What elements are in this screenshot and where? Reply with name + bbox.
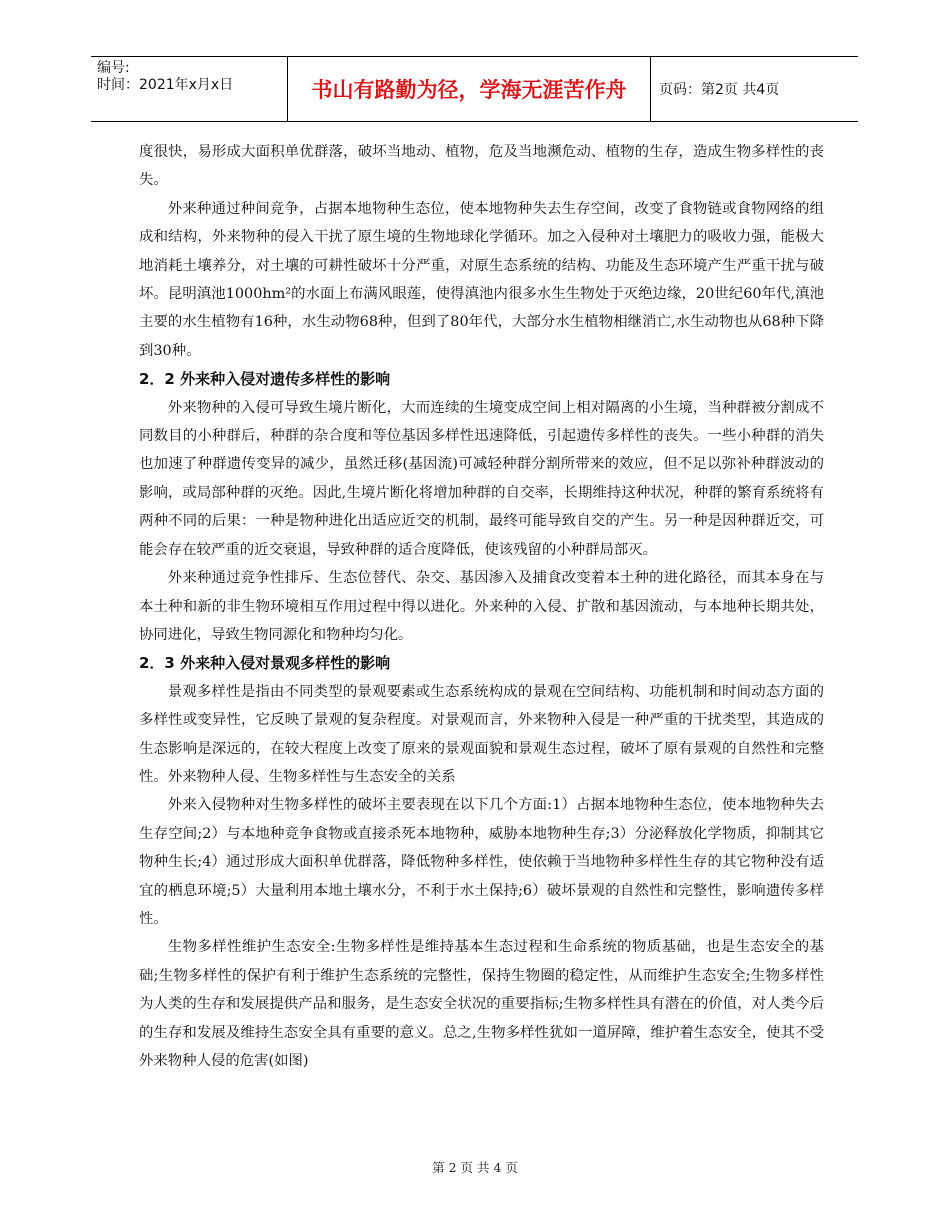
time-label: 时间：2021年x月x日	[97, 77, 234, 93]
paragraph: 景观多样性是指由不同类型的景观要素或生态系统构成的景观在空间结构、功能机制和时间动态方面的多样性或变异性，它反映了景观的复杂程度。对景观而言，外来物种入侵是一种严重的干扰类型，其造成的生态影响是深远的，在较大程度上改变了原来的景观面貌和景观生态过程，破坏了原有景观的自然性和完整性。外来物种人侵、生物多样性与生态安全的关系	[139, 683, 824, 785]
header-meta	[91, 57, 287, 121]
serial-label: 编号:	[97, 60, 130, 76]
header-motto: 书山有路勤为径，学海无涯苦作舟	[287, 57, 651, 121]
page-footer: 第 2 页 共 4 页	[432, 1160, 518, 1175]
paragraph: 生物多样性维护生态安全:生物多样性是维持基本生态过程和生命系统的物质基础，也是生态安全的基础;生物多样性的保护有利于维护生态系统的完整性，保持生物圈的稳定性，从而维护生态安全;生物多样性为人类的生存和发展提供产品和服务，是生态安全状况的重要指标;生物多样性具有潜在的价值，对人类今后的生存和发展及维持生态安全具有重要的意义。总之,生物多样性犹如一道屏障，维护着生态安全，使其不受外来物种人侵的危害(如图)	[139, 939, 824, 1069]
paragraph: 外来入侵物种对生物多样性的破坏主要表现在以下几个方面:1）占据本地物种生态位，使本地物种失去生存空间;2）与本地种竞争食物或直接杀死本地物种，威胁本地物种生存;3）分泌释放化学物质，抑制其它物种生长;4）通过形成大面积单优群落，降低物种多样性，使依赖于当地物种多样性生存的其它物种没有适宜的栖息环境;5）大量利用本地土壤水分，不利于水土保持;6）破坏景观的自然性和完整性，影响遗传多样性。	[139, 797, 824, 927]
document-body	[139, 138, 824, 1075]
paragraph: 外来种通过种间竞争，占据本地物种生态位，使本地物种失去生存空间，改变了食物链或食物网络的组成和结构，外来物种的侵入干扰了原生境的生物地球化学循环。加之入侵种对土壤肥力的吸收力强，能极大地消耗土壤养分，对土壤的可耕性破坏十分严重，对原生态系统的结构、功能及生态环境产生严重干扰与破坏。昆明滇池1000hm²的水面上布满风眼莲，使得滇池内很多水生生物处于灭绝边缘，20世纪60年代,滇池主要的水生植物有16种，水生动物68种，但到了80年代，大部分水生植物相继消亡,水生动物也从68种下降到30种。	[139, 200, 824, 359]
paragraph: 外来物种的入侵可导致生境片断化，大而连续的生境变成空间上相对隔离的小生境，当种群被分割成不同数目的小种群后，种群的杂合度和等位基因多样性迅速降低，引起遗传多样性的丧失。一些小种群的消失也加速了种群遗传变异的减少，虽然迁移(基因流)可减轻种群分割所带来的效应，但不足以弥补种群波动的影响，或局部种群的灭绝。因此,生境片断化将增加种群的自交率，长期维持这种状况，种群的繁育系统将有两种不同的后果：一种是物种进化出适应近交的机制，最终可能导致自交的产生。另一种是因种群近交，可能会存在较严重的近交衰退，导致种群的适合度降低，使该残留的小种群局部灭。	[139, 399, 824, 558]
section-heading: 2．2 外来种入侵对遗传多样性的影响	[139, 370, 391, 389]
paragraph: 外来种通过竞争性排斥、生态位替代、杂交、基因渗入及捕食改变着本土种的进化路径，而其本身在与本土种和新的非生物环境相互作用过程中得以进化。外来种的入侵、扩散和基因流动，与本地种长期共处，协同进化，导致生物同源化和物种均匀化。	[139, 570, 824, 643]
section-heading: 2．3 外来种入侵对景观多样性的影响	[139, 654, 391, 673]
paragraph: 度很快，易形成大面积单优群落，破坏当地动、植物，危及当地濒危动、植物的生存，造成生物多样性的丧失。	[139, 144, 824, 189]
header-page-info: 页码：第2页 共4页	[659, 82, 780, 98]
page-header	[91, 56, 858, 122]
